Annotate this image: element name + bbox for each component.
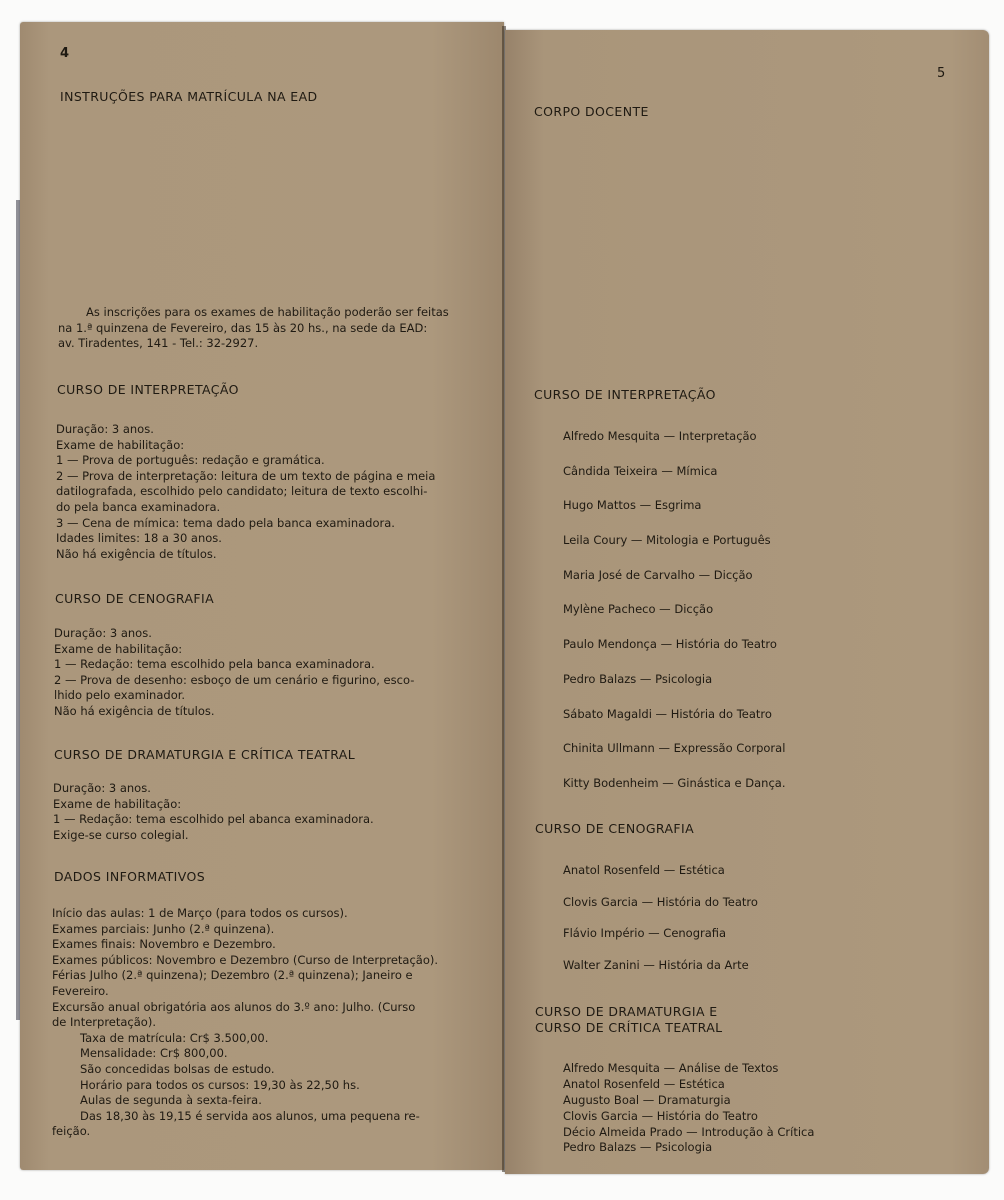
text-line: Início das aulas: 1 de Março (para todos os cursos). (52, 906, 348, 920)
text-line: 2 — Prova de interpretação: leitura de um texto de página e meia (56, 468, 436, 483)
section-heading-cenografia: CURSO DE CENOGRAFIA (55, 591, 215, 606)
text-line: Idades limites: 18 a 30 anos. (56, 531, 222, 546)
text-line: Mensalidade: Cr$ 800,00. (80, 1046, 228, 1061)
section-heading-interpretacao: CURSO DE INTERPRETAÇÃO (57, 382, 239, 397)
text-line: Exames públicos: Novembro e Dezembro (Curso de Interpretação). (52, 952, 439, 967)
text-line: Não há exigência de títulos. (54, 703, 215, 718)
right-page-title: CORPO DOCENTE (534, 104, 649, 119)
text-line: Duração: 3 anos. (54, 626, 152, 640)
faculty-heading-cenografia: CURSO DE CENOGRAFIA (535, 821, 695, 836)
intro-line: av. Tiradentes, 141 - Tel.: 32-2927. (58, 336, 259, 351)
faculty-item: Chinita Ullmann — Expressão Corporal (563, 741, 786, 756)
faculty-item: Mylène Pacheco — Dicção (563, 602, 714, 617)
text-line: datilografada, escolhido pelo candidato; leitura de texto escolhi- (56, 484, 428, 499)
faculty-item: Sábato Magaldi — História do Teatro (563, 706, 772, 721)
text-line: Exige-se curso colegial. (53, 827, 189, 842)
faculty-item: Leila Coury — Mitologia e Português (563, 533, 771, 548)
text-line: 1 — Redação: tema escolhido pel abanca examinadora. (53, 812, 374, 827)
faculty-item: Alfredo Mesquita — Interpretação (563, 429, 757, 443)
text-line: de Interpretação). (52, 1015, 156, 1030)
text-line: Exames parciais: Junho (2.ª quinzena). (52, 921, 275, 936)
faculty-item: Cândida Teixeira — Mímica (563, 463, 718, 478)
section-text-dramaturgia (53, 781, 374, 843)
intro-line: As inscrições para os exames de habilitação poderão ser feitas (86, 305, 449, 319)
faculty-item: Paulo Mendonça — História do Teatro (563, 637, 777, 652)
faculty-item: Décio Almeida Prado — Introdução à Crítica (563, 1124, 815, 1139)
faculty-item: Pedro Balazs — Psicologia (563, 1140, 713, 1155)
intro-paragraph (58, 305, 449, 352)
faculty-item: Walter Zanini — História da Arte (563, 957, 749, 972)
faculty-item: Maria José de Carvalho — Dicção (563, 567, 753, 582)
text-line: Duração: 3 anos. (53, 781, 151, 795)
text-line: Exame de habilitação: (53, 796, 182, 811)
faculty-list-cenografia (563, 863, 758, 989)
section-heading-dramaturgia: CURSO DE DRAMATURGIA E CRÍTICA TEATRAL (54, 747, 356, 762)
faculty-item: Pedro Balazs — Psicologia (563, 671, 713, 686)
text-line: 2 — Prova de desenho: esboço de um cenário e figurino, esco- (54, 672, 415, 687)
text-line: Taxa de matrícula: Cr$ 3.500,00. (80, 1030, 269, 1045)
faculty-item: Kitty Bodenheim — Ginástica e Dança. (563, 775, 786, 790)
faculty-heading-dramaturgia-2: CURSO DE CRÍTICA TEATRAL (535, 1020, 723, 1035)
text-line: do pela banca examinadora. (56, 499, 221, 514)
faculty-item: Alfredo Mesquita — Análise de Textos (563, 1061, 779, 1075)
section-text-dados (52, 906, 438, 1140)
text-line: São concedidas bolsas de estudo. (80, 1061, 275, 1076)
text-line: Férias Julho (2.ª quinzena); Dezembro (2.ª quinzena); Janeiro e (52, 968, 413, 983)
text-line: Exame de habilitação: (54, 641, 183, 656)
faculty-item: Anatol Rosenfeld — Estética (563, 863, 725, 877)
text-line: lhido pelo examinador. (54, 688, 186, 703)
text-line: Aulas de segunda à sexta-feira. (80, 1093, 262, 1108)
left-page-title: INSTRUÇÕES PARA MATRÍCULA NA EAD (60, 89, 318, 104)
text-line: 3 — Cena de mímica: tema dado pela banca examinadora. (56, 515, 395, 530)
text-line: feição. (52, 1124, 91, 1139)
text-line: Horário para todos os cursos: 19,30 às 22,50 hs. (80, 1077, 360, 1092)
section-heading-dados: DADOS INFORMATIVOS (54, 869, 206, 884)
page-number-left: 4 (60, 46, 70, 61)
faculty-item: Flávio Império — Cenografia (563, 926, 727, 940)
text-line: Exame de habilitação: (56, 437, 185, 452)
right-page (505, 30, 989, 1174)
text-line: 1 — Prova de português: redação e gramática. (56, 453, 325, 468)
text-line: 1 — Redação: tema escolhido pela banca examinadora. (54, 657, 375, 672)
faculty-item: Anatol Rosenfeld — Estética (563, 1076, 725, 1091)
faculty-item: Clovis Garcia — História do Teatro (563, 1108, 758, 1123)
faculty-item: Clovis Garcia — História do Teatro (563, 894, 758, 909)
faculty-heading-interpretacao: CURSO DE INTERPRETAÇÃO (534, 387, 716, 402)
text-line: Duração: 3 anos. (56, 422, 154, 436)
faculty-heading-dramaturgia-1: CURSO DE DRAMATURGIA E (535, 1004, 718, 1019)
intro-line: na 1.ª quinzena de Fevereiro, das 15 às 20 hs., na sede da EAD: (58, 320, 428, 335)
section-text-interpretacao (56, 422, 435, 562)
faculty-list-interpretacao (563, 429, 786, 811)
text-line: Das 18,30 às 19,15 é servida aos alunos, uma pequena re- (80, 1108, 420, 1123)
text-line: Fevereiro. (52, 983, 109, 998)
faculty-item: Augusto Boal — Dramaturgia (563, 1092, 731, 1107)
text-line: Exames finais: Novembro e Dezembro. (52, 937, 276, 952)
section-text-cenografia (54, 626, 414, 720)
text-line: Excursão anual obrigatória aos alunos do 3.º ano: Julho. (Curso (52, 999, 416, 1014)
text-line: Não há exigência de títulos. (56, 546, 217, 561)
faculty-item: Hugo Mattos — Esgrima (563, 498, 702, 513)
page-number-right: 5 (937, 66, 946, 81)
faculty-list-dramaturgia (563, 1061, 814, 1156)
left-page (20, 22, 504, 1170)
